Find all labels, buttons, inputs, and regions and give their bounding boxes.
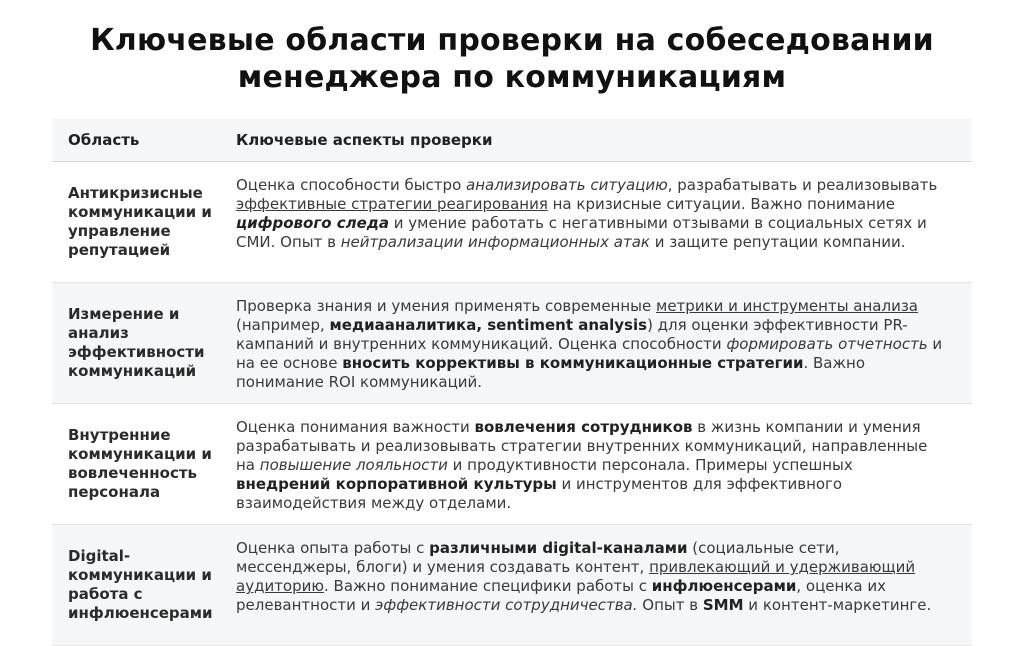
table-row [52,162,972,283]
header-aspects: Ключевые аспекты проверки [236,130,493,149]
text-segment: метрики и инструменты анализа [656,297,918,315]
text-segment: и инструментов для эффективного взаимодействия между отделами. [236,475,843,512]
text-segment: , разрабатывать и реализовывать [667,176,938,194]
text-segment: цифрового следа [236,214,390,232]
text-segment: и умение работать с негативными отзывами в социальных сетях и СМИ. Опыт в [236,214,927,251]
text-segment: и защите репутации компании. [649,233,906,251]
text-segment: ) для оценки эффективности PR-кампаний и внутренних коммуникаций. Оценка способности [236,316,908,353]
text-segment: в жизнь компании и умения разрабатывать и реализовывать стратегии внутренних коммуникаций, направленные на [236,418,928,474]
title-line-2: менеджера по коммуникациям [237,60,787,95]
text-segment: Оценка опыта работы с [236,539,430,557]
text-segment: и на ее основе [236,335,943,372]
text-segment: повышение лояльности [259,456,448,474]
aspects-cell [236,404,972,524]
text-segment: медиааналитика, sentiment analysis [329,316,648,334]
text-segment: вносить коррективы в коммуникационные стратегии [342,354,804,372]
text-segment: . Важно понимание специфики работы с [324,577,652,595]
text-segment: эффективные стратегии реагирования [236,195,548,213]
text-segment: привлекающий и удерживающий аудиторию [236,558,916,595]
area-cell: Измерение и анализ эффективности коммуникаций [68,305,205,380]
text-segment: Опыт в [637,596,703,614]
text-segment: различными digital-каналами [429,539,688,557]
table-header-row [52,119,972,162]
aspects-cell [236,283,972,403]
aspects-cell [236,525,972,645]
page-title [0,0,1024,96]
text-segment: вовлечения сотрудников [474,418,693,436]
text-segment: (социальные сети, мессенджеры, блоги) и умения создавать контент, [236,539,840,576]
header-area: Область [68,130,140,149]
aspects-table [52,119,972,646]
area-cell: Digital- коммуникации и работа с инфлюенсерами [68,547,213,622]
table-row [52,525,972,646]
text-segment: Проверка знания и умения применять современные [236,297,657,315]
table-row [52,283,972,404]
text-segment: , оценка их релевантности и [236,577,886,614]
text-segment: эффективности сотрудничества. [375,596,638,614]
text-segment: SMM [702,596,744,614]
text-segment: Оценка способности быстро [236,176,467,194]
aspects-cell [236,162,972,282]
text-segment: нейтрализации информационных атак [340,233,650,251]
text-segment: формировать отчетность [726,335,928,353]
text-segment: и контент-маркетинге. [743,596,932,614]
text-segment: Оценка понимания важности [236,418,475,436]
text-segment: инфлюенсерами [651,577,797,595]
text-segment: . Важно понимание ROI коммуникаций. [236,354,866,391]
title-line-1: Ключевые области проверки на собеседовании [90,23,934,58]
text-segment: анализировать ситуацию [466,176,668,194]
text-segment: на кризисные ситуации. Важно понимание [547,195,895,213]
area-cell: Внутренние коммуникации и вовлеченность персонала [68,426,212,501]
table-row [52,404,972,525]
text-segment: внедрений корпоративной культуры [236,475,557,493]
area-cell: Антикризисные коммуникации и управление репутацией [68,184,212,259]
text-segment: (например, [236,316,330,334]
text-segment: и продуктивности персонала. Примеры успешных [447,456,853,474]
